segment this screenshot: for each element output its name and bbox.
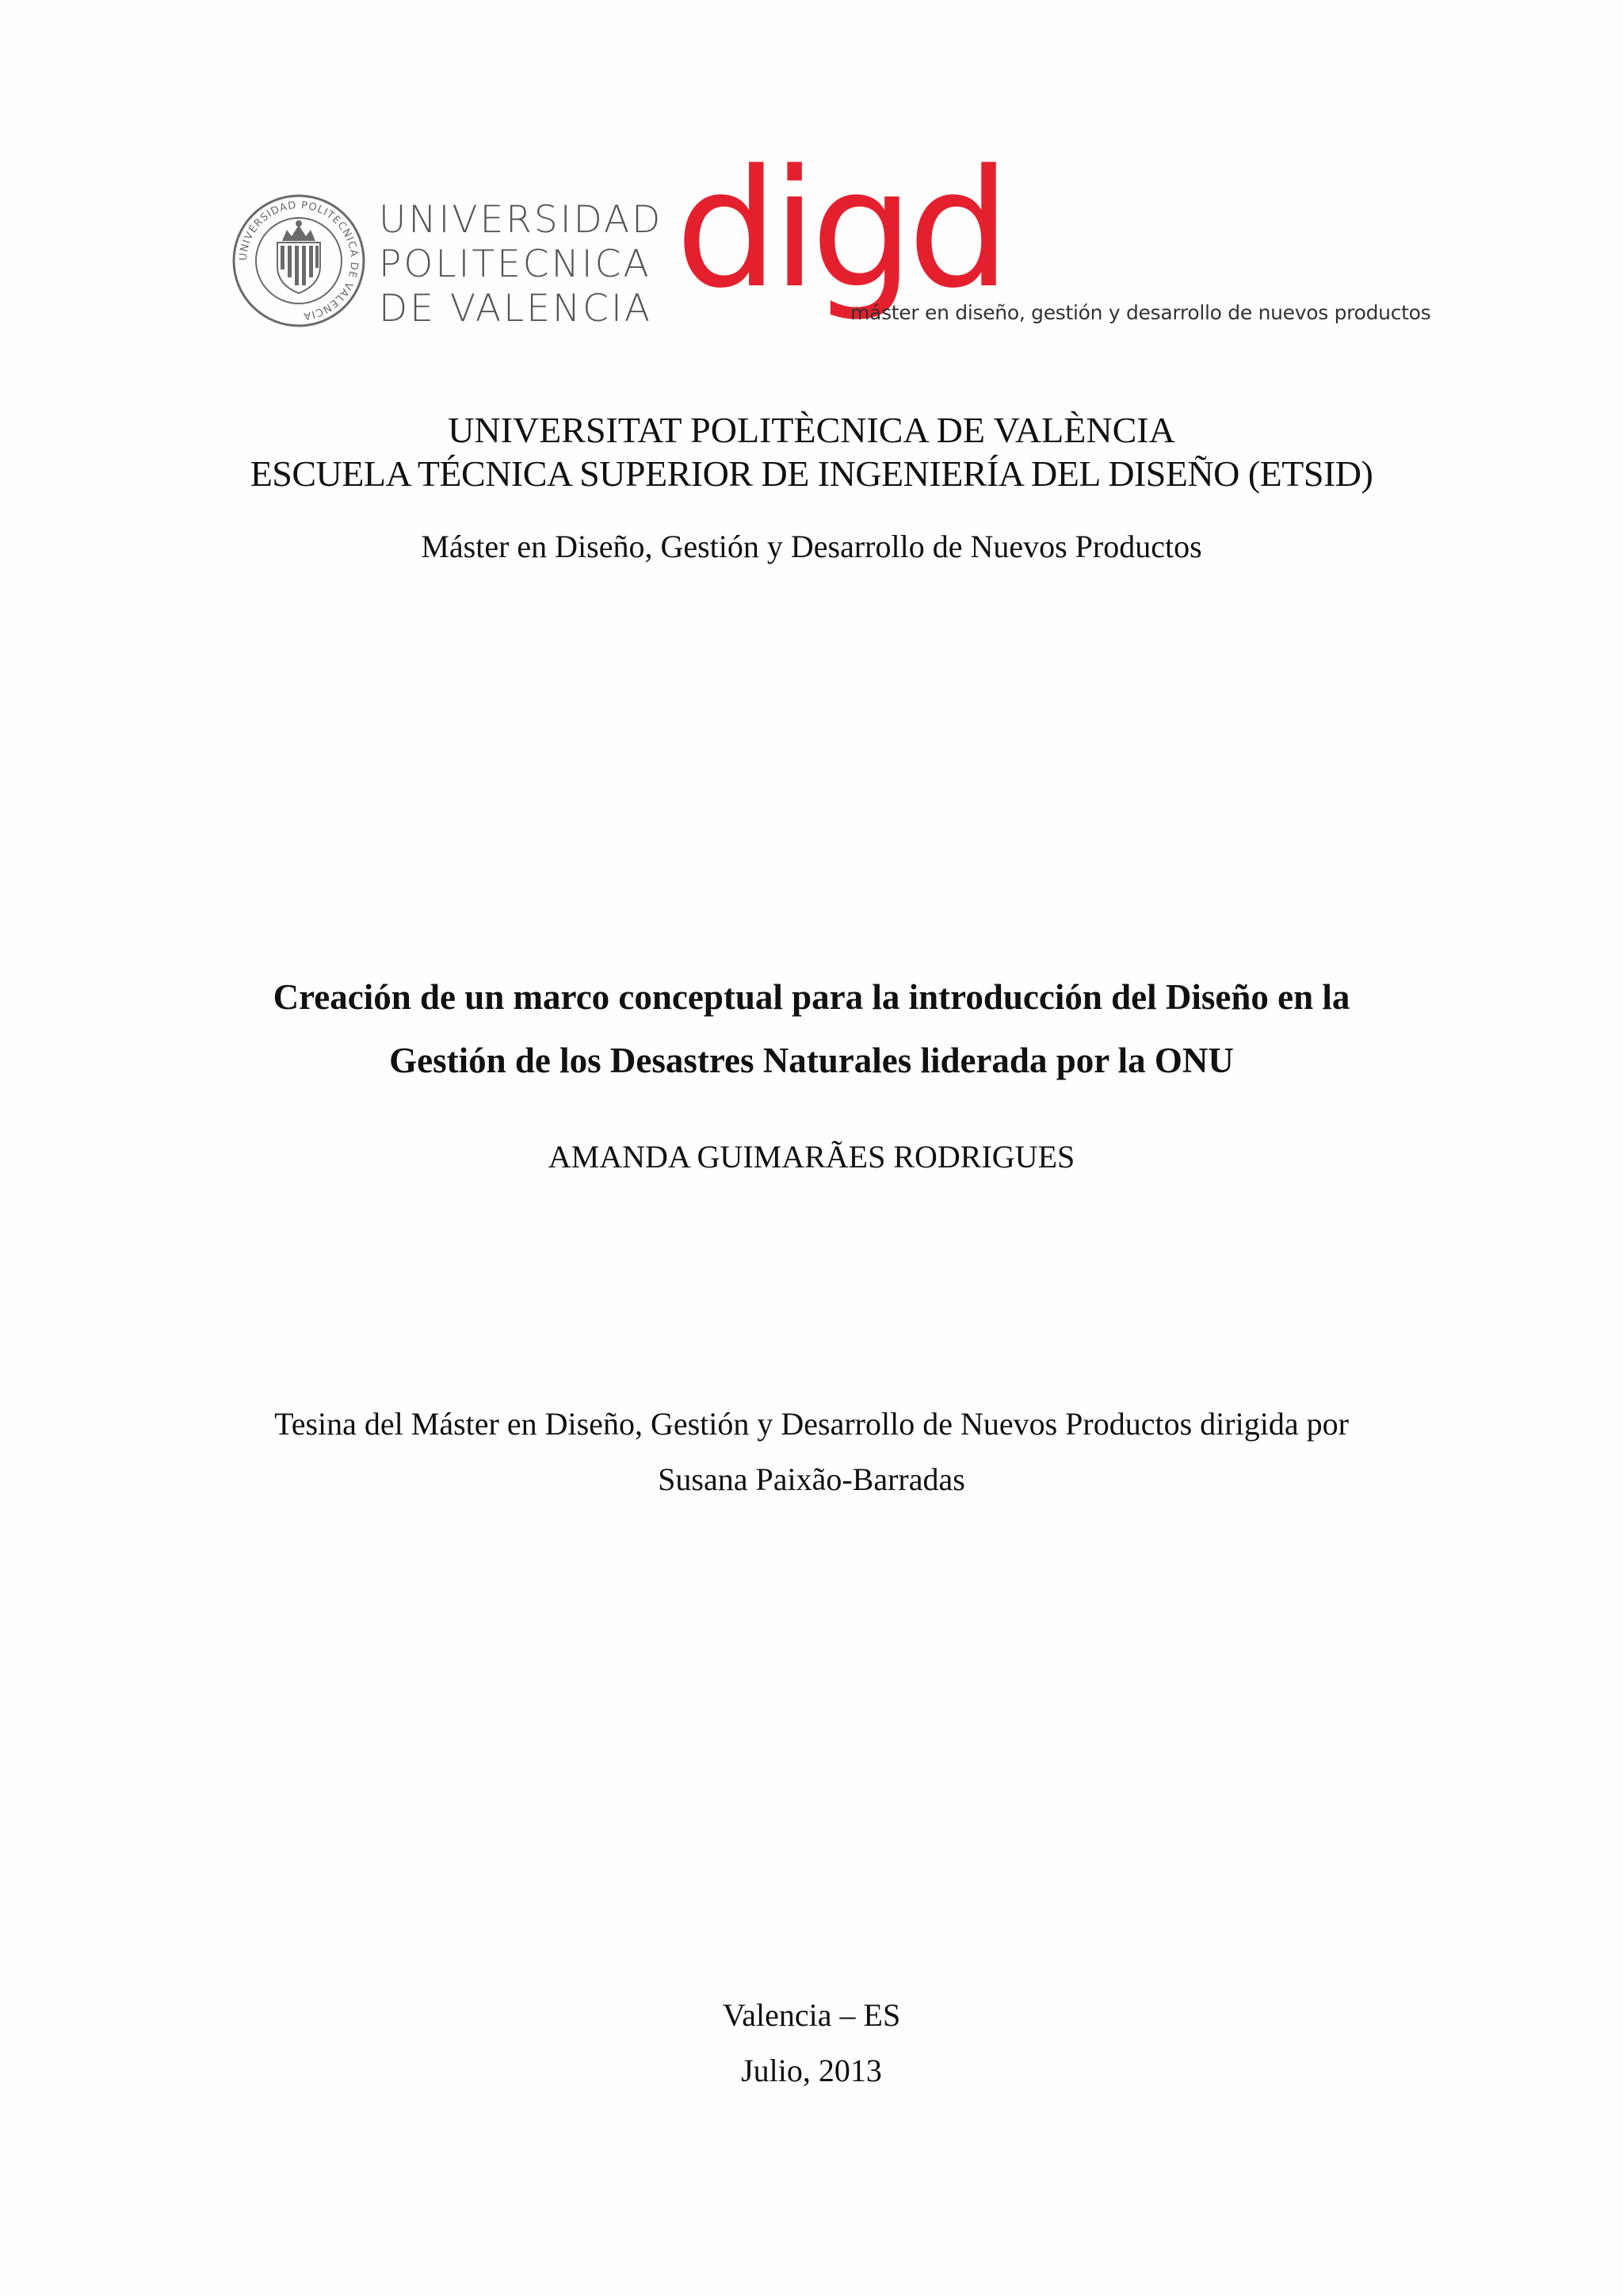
thesis-advisor: Susana Paixão-Barradas	[658, 1461, 965, 1497]
thesis-description-line-1: Tesina del Máster en Diseño, Gestión y Desarrollo de Nuevos Productos dirigida por	[274, 1406, 1349, 1442]
seal-ring-text: UNIVERSIDAD POLITECNICA DE VALENCIA	[237, 199, 361, 322]
digd-logo-text: digd	[675, 151, 1005, 324]
author-name: AMANDA GUIMARÃES RODRIGUES	[548, 1139, 1075, 1175]
place: Valencia – ES	[722, 1997, 901, 2033]
school-name: ESCUELA TÉCNICA SUPERIOR DE INGENIERÍA DEL DISEÑO (ETSID)	[250, 453, 1373, 494]
digd-tagline: máster en diseño, gestión y desarrollo de nuevos productos	[850, 301, 1431, 324]
thesis-title-line-1: Creación de un marco conceptual para la introducción del Diseño en la	[273, 977, 1350, 1017]
wordmark-line-3: DE VALENCIA	[379, 287, 652, 330]
wordmark-line-1: UNIVERSIDAD	[379, 198, 663, 242]
university-name: UNIVERSITAT POLITÈCNICA DE VALÈNCIA	[448, 410, 1175, 450]
university-wordmark	[379, 198, 663, 331]
thesis-title-line-2: Gestión de los Desastres Naturales liderada por la ONU	[389, 1041, 1234, 1080]
university-seal-icon	[231, 193, 366, 328]
wordmark-line-2: POLITECNICA	[379, 243, 651, 286]
program-name: Máster en Diseño, Gestión y Desarrollo de Nuevos Productos	[421, 529, 1202, 564]
date: Julio, 2013	[741, 2053, 882, 2088]
